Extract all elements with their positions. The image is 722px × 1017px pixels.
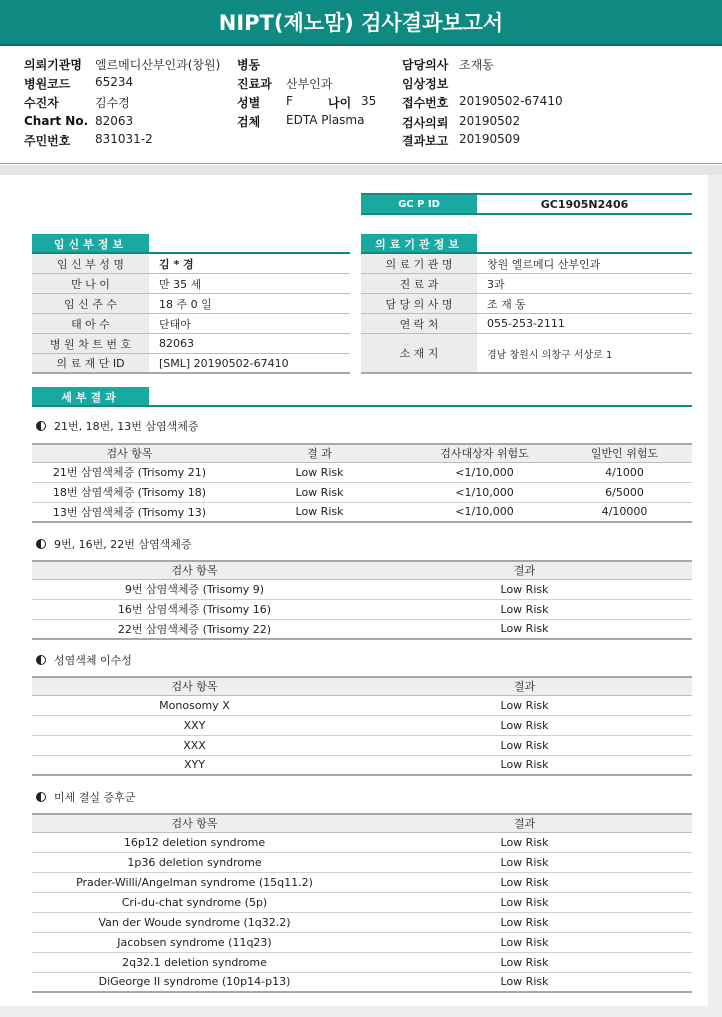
info-row: [361, 294, 692, 314]
test-item: 16번 삼염색체증 (Trisomy 16): [32, 599, 357, 619]
column-header: 결과: [357, 677, 692, 695]
section-title: 성염색체 이수성: [54, 654, 132, 667]
hdr-label: 병동: [237, 58, 261, 72]
report-title: NIPT(제노맘) 검사결과보고서: [218, 11, 504, 35]
test-item: Cri-du-chat syndrome (5p): [32, 892, 357, 912]
table-row: [32, 952, 692, 972]
info-value: 82063: [159, 337, 194, 350]
info-key: 연 락 처: [361, 314, 477, 333]
gcp-id-value: GC1905N2406: [540, 197, 629, 211]
hdr-label: 주민번호: [24, 134, 71, 148]
test-item: 13번 삼염색체증 (Trisomy 13): [32, 502, 227, 522]
table-row: [32, 619, 692, 639]
test-item: XXY: [32, 715, 357, 735]
info-value: 조 재 동: [487, 297, 526, 311]
table-header-row: [32, 677, 692, 695]
info-value: [SML] 20190502-67410: [159, 356, 289, 370]
test-item: Jacobsen syndrome (11q23): [32, 932, 357, 952]
mother-info-tab: 임신부정보: [32, 234, 149, 253]
hdr-label: 임상정보: [402, 77, 449, 91]
column-header: 결과: [357, 814, 692, 832]
hdr-value: 조재동: [459, 58, 494, 72]
hdr-label: 검사의뢰: [402, 116, 449, 130]
hdr-label: 담당의사: [402, 58, 449, 72]
hdr-value: 20190502: [459, 114, 521, 128]
result-value: Low Risk: [357, 619, 692, 639]
test-item: 9번 삼염색체증 (Trisomy 9): [32, 579, 357, 599]
table-header-row: [32, 444, 692, 462]
microdeletion-table: [32, 813, 692, 993]
gcp-id-box: [361, 193, 692, 215]
column-header: 검사 항목: [32, 814, 357, 832]
info-value: 단태아: [159, 317, 191, 331]
subject-risk: <1/10,000: [412, 502, 557, 522]
table-header-row: [32, 814, 692, 832]
info-row: [361, 274, 692, 294]
hdr-label: 병원코드: [24, 77, 71, 91]
test-item: 22번 삼염색체증 (Trisomy 22): [32, 619, 357, 639]
half-circle-icon: [36, 655, 46, 665]
institution-info-tab: 의료기관정보: [361, 234, 477, 253]
info-row: [361, 254, 692, 274]
results-tab: 세부결과: [32, 387, 149, 406]
info-value: 055-253-2111: [487, 317, 565, 330]
table-row: [32, 912, 692, 932]
result-value: Low Risk: [357, 695, 692, 715]
info-row: [32, 314, 350, 334]
section-title: 미세 결실 증후군: [54, 791, 136, 804]
hdr-value: 20190502-67410: [459, 94, 563, 108]
info-row: [32, 274, 350, 294]
hdr-value: 82063: [95, 114, 134, 128]
result-value: Low Risk: [357, 715, 692, 735]
info-key: 의 료 기 관 명: [361, 254, 477, 273]
table-row: [32, 872, 692, 892]
hdr-value: 831031-2: [95, 132, 153, 146]
column-header: 검사대상자 위험도: [412, 444, 557, 462]
table-row: [32, 892, 692, 912]
hdr-label: 검체: [237, 115, 261, 129]
hdr-value: 김수경: [95, 96, 130, 110]
test-item: 18번 삼염색체증 (Trisomy 18): [32, 482, 227, 502]
test-item: DiGeorge II syndrome (10p14-p13): [32, 972, 357, 992]
table-row: [32, 599, 692, 619]
column-header: 검사 항목: [32, 444, 227, 462]
result-value: Low Risk: [357, 599, 692, 619]
table-row: [32, 462, 692, 482]
table-row: [32, 832, 692, 852]
test-item: 1p36 deletion syndrome: [32, 852, 357, 872]
hdr-label: 성별: [237, 96, 261, 110]
info-row: [361, 334, 692, 374]
page-edge: [708, 175, 722, 1017]
test-item: Van der Woude syndrome (1q32.2): [32, 912, 357, 932]
subject-risk: <1/10,000: [412, 482, 557, 502]
section-title: 9번, 16번, 22번 삼염색체증: [54, 538, 192, 551]
table-row: [32, 715, 692, 735]
info-value: 3과: [487, 277, 505, 291]
report-header: [0, 48, 722, 164]
hdr-label: 의뢰기관명: [24, 58, 82, 72]
table-row: [32, 735, 692, 755]
general-risk: 4/10000: [557, 502, 692, 522]
result-value: Low Risk: [227, 482, 412, 502]
result-value: Low Risk: [357, 972, 692, 992]
test-item: XYY: [32, 755, 357, 775]
hdr-label: 진료과: [237, 77, 272, 91]
result-value: Low Risk: [357, 755, 692, 775]
sex-chromosome-table: [32, 676, 692, 776]
test-item: Monosomy X: [32, 695, 357, 715]
result-value: Low Risk: [227, 502, 412, 522]
section-heading: [36, 789, 135, 805]
column-header: 결 과: [227, 444, 412, 462]
result-value: Low Risk: [357, 579, 692, 599]
column-header: 일반인 위험도: [557, 444, 692, 462]
result-value: Low Risk: [227, 462, 412, 482]
table-row: [32, 972, 692, 992]
info-key: 소 재 지: [361, 334, 477, 372]
column-header: 결과: [357, 561, 692, 579]
section-title: 21번, 18번, 13번 삼염색체증: [54, 420, 199, 433]
info-row: [32, 254, 350, 274]
section-heading: [36, 652, 132, 668]
result-value: Low Risk: [357, 872, 692, 892]
test-item: 2q32.1 deletion syndrome: [32, 952, 357, 972]
info-row: [32, 334, 350, 354]
info-row: [32, 294, 350, 314]
info-row: [361, 314, 692, 334]
hdr-value: 35: [361, 94, 377, 108]
general-risk: 6/5000: [557, 482, 692, 502]
info-key: 태 아 수: [32, 314, 149, 333]
info-row: [32, 354, 350, 374]
table-row: [32, 932, 692, 952]
test-item: XXX: [32, 735, 357, 755]
general-risk: 4/1000: [557, 462, 692, 482]
trisomy-major-table: [32, 443, 692, 523]
half-circle-icon: [36, 421, 46, 431]
hdr-label: Chart No.: [24, 114, 89, 128]
hdr-value: 엘르메디산부인과(창원): [95, 58, 221, 72]
subject-risk: <1/10,000: [412, 462, 557, 482]
test-item: Prader-Willi/Angelman syndrome (15q11.2): [32, 872, 357, 892]
result-value: Low Risk: [357, 832, 692, 852]
hdr-value: 65234: [95, 75, 134, 89]
report-title-bar: [0, 0, 722, 46]
info-key: 임 신 주 수: [32, 294, 149, 313]
result-value: Low Risk: [357, 952, 692, 972]
table-row: [32, 852, 692, 872]
hdr-label: 나이: [328, 96, 352, 110]
table-row: [32, 755, 692, 775]
table-row: [32, 502, 692, 522]
section-heading: [36, 536, 191, 552]
half-circle-icon: [36, 539, 46, 549]
info-key: 병 원 차 트 번 호: [32, 334, 149, 353]
hdr-value: F: [286, 94, 293, 108]
info-key: 임 신 부 성 명: [32, 254, 149, 273]
trisomy-minor-table: [32, 560, 692, 640]
half-circle-icon: [36, 792, 46, 802]
divider-band: [0, 165, 722, 175]
result-value: Low Risk: [357, 932, 692, 952]
info-value: 18 주 0 일: [159, 297, 212, 311]
gcp-id-label: GC P ID: [361, 195, 477, 213]
result-value: Low Risk: [357, 912, 692, 932]
info-key: 담 당 의 사 명: [361, 294, 477, 313]
result-value: Low Risk: [357, 852, 692, 872]
section-heading: [36, 418, 198, 434]
test-item: 21번 삼염색체증 (Trisomy 21): [32, 462, 227, 482]
table-row: [32, 482, 692, 502]
hdr-label: 결과보고: [402, 134, 449, 148]
result-value: Low Risk: [357, 735, 692, 755]
result-value: Low Risk: [357, 892, 692, 912]
hdr-value: 산부인과: [286, 77, 333, 91]
column-header: 검사 항목: [32, 561, 357, 579]
test-item: 16p12 deletion syndrome: [32, 832, 357, 852]
table-row: [32, 579, 692, 599]
hdr-value: EDTA Plasma: [286, 113, 365, 127]
hdr-label: 접수번호: [402, 96, 449, 110]
column-header: 검사 항목: [32, 677, 357, 695]
info-key: 진 료 과: [361, 274, 477, 293]
info-value: 김 * 경: [159, 257, 194, 271]
hdr-label: 수진자: [24, 96, 59, 110]
info-value: 창원 엘르메디 산부인과: [487, 257, 601, 271]
info-key: 만 나 이: [32, 274, 149, 293]
table-header-row: [32, 561, 692, 579]
info-value: 경남 창원시 의창구 서상로 1: [487, 349, 613, 361]
info-value: 만 35 세: [159, 277, 202, 291]
results-line: [32, 405, 692, 407]
hdr-value: 20190509: [459, 132, 521, 146]
info-key: 의 료 재 단 ID: [32, 354, 149, 372]
table-row: [32, 695, 692, 715]
page-edge-bottom: [0, 1006, 722, 1017]
